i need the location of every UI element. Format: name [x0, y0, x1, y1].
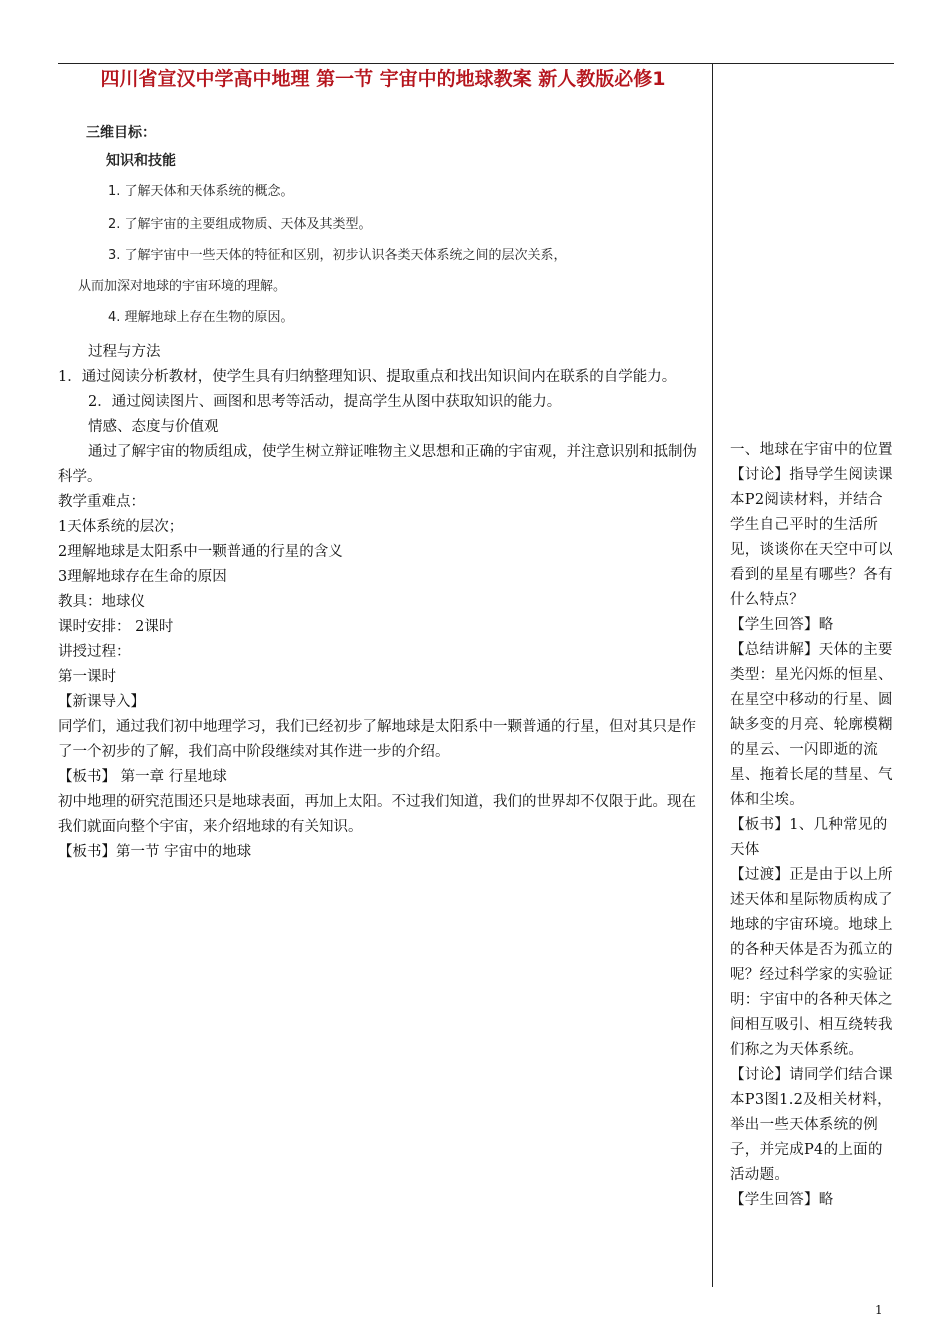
side-transition: 【过渡】正是由于以上所述天体和星际物质构成了地球的宇宙环境。地球上的各种天体是否为孤立的呢？经过科学家的实验证明：宇宙中的各种天体之间相互吸引、相互绕转我们称之为天体系统。	[730, 867, 893, 1058]
side-summary: 【总结讲解】天体的主要类型：星光闪烁的恒星、在星空中移动的行星、圆缺多变的月亮、轮廓模糊的星云、一闪即逝的流星、拖着长尾的彗星、气体和尘埃。	[730, 642, 893, 808]
objective-item: 2. 了解宇宙的主要组成物质、天体及其类型。	[108, 217, 372, 232]
board-note-1: 【板书】 第一章 行星地球	[58, 769, 227, 785]
knowledge-skills-heading: 知识和技能	[106, 153, 176, 169]
key-point-2: 2理解地球是太阳系中一颗普通的行星的含义	[58, 544, 343, 560]
objectives-scanned-image	[70, 118, 630, 326]
key-point-1: 1天体系统的层次；	[58, 519, 184, 535]
process-heading: 过程与方法	[88, 344, 161, 360]
body-text: 初中地理的研究范围还只是地球表面，再加上太阳。不过我们知道，我们的世界却不仅限于此。现在我们就面向整个宇宙，来介绍地球的有关知识。	[58, 794, 696, 835]
page-number: 1	[875, 1303, 883, 1317]
objective-item: 3. 了解宇宙中一些天体的特征和区别，初步认识各类天体系统之间的层次关系，	[108, 248, 567, 263]
key-point-3: 3理解地球存在生命的原因	[58, 569, 227, 585]
process-item-2: 2．通过阅读图片、画图和思考等活动，提高学生从图中获取知识的能力。	[88, 394, 562, 410]
side-section-heading: 一、地球在宇宙中的位置	[730, 442, 893, 458]
side-board-note: 【板书】1、几种常见的天体	[730, 817, 888, 858]
class-schedule: 课时安排： 2课时	[58, 619, 174, 635]
intro-tag: 【新课导入】	[58, 694, 145, 710]
teaching-tools: 教具：地球仪	[58, 594, 145, 610]
intro-text: 同学们，通过我们初中地理学习，我们已经初步了解地球是太阳系中一颗普通的行星，但对其只是作了一个初步的了解，我们高中阶段继续对其作进一步的介绍。	[58, 719, 696, 760]
procedure-heading: 讲授过程：	[58, 644, 131, 660]
objective-item: 1. 了解天体和天体系统的概念。	[108, 184, 294, 199]
emotion-text: 通过了解宇宙的物质组成，使学生树立辩证唯物主义思想和正确的宇宙观，并注意识别和抵制伪科学。	[58, 444, 697, 485]
objectives-heading: 三维目标：	[86, 125, 156, 141]
main-column	[58, 340, 700, 865]
side-discussion-2: 【讨论】请同学们结合课本P3图1.2及相关材料，举出一些天体系统的例子，并完成P4的上面的活动题。	[730, 1067, 893, 1183]
column-divider	[712, 63, 713, 1287]
emotion-heading: 情感、态度与价值观	[88, 419, 219, 435]
board-note-2: 【板书】第一节 宇宙中的地球	[58, 844, 252, 860]
side-discussion-1: 【讨论】指导学生阅读课本P2阅读材料，并结合学生自己平时的生活所见，谈谈你在天空中可以看到的星星有哪些？各有什么特点？	[730, 467, 893, 608]
side-student-answer-2: 【学生回答】略	[730, 1192, 834, 1208]
process-item-1: 1．通过阅读分析教材，使学生具有归纳整理知识、提取重点和找出知识间内在联系的自学能力。	[58, 369, 677, 385]
side-student-answer-1: 【学生回答】略	[730, 617, 834, 633]
header-rule	[58, 63, 894, 64]
objective-item: 4. 理解地球上存在生物的原因。	[108, 310, 294, 325]
key-points-heading: 教学重难点：	[58, 494, 145, 510]
objective-item-continued: 从而加深对地球的宇宙环境的理解。	[78, 279, 287, 294]
side-column	[730, 438, 896, 1213]
lesson-heading: 第一课时	[58, 669, 116, 685]
document-title: 四川省宣汉中学高中地理 第一节 宇宙中的地球教案 新人教版必修1	[100, 68, 666, 90]
